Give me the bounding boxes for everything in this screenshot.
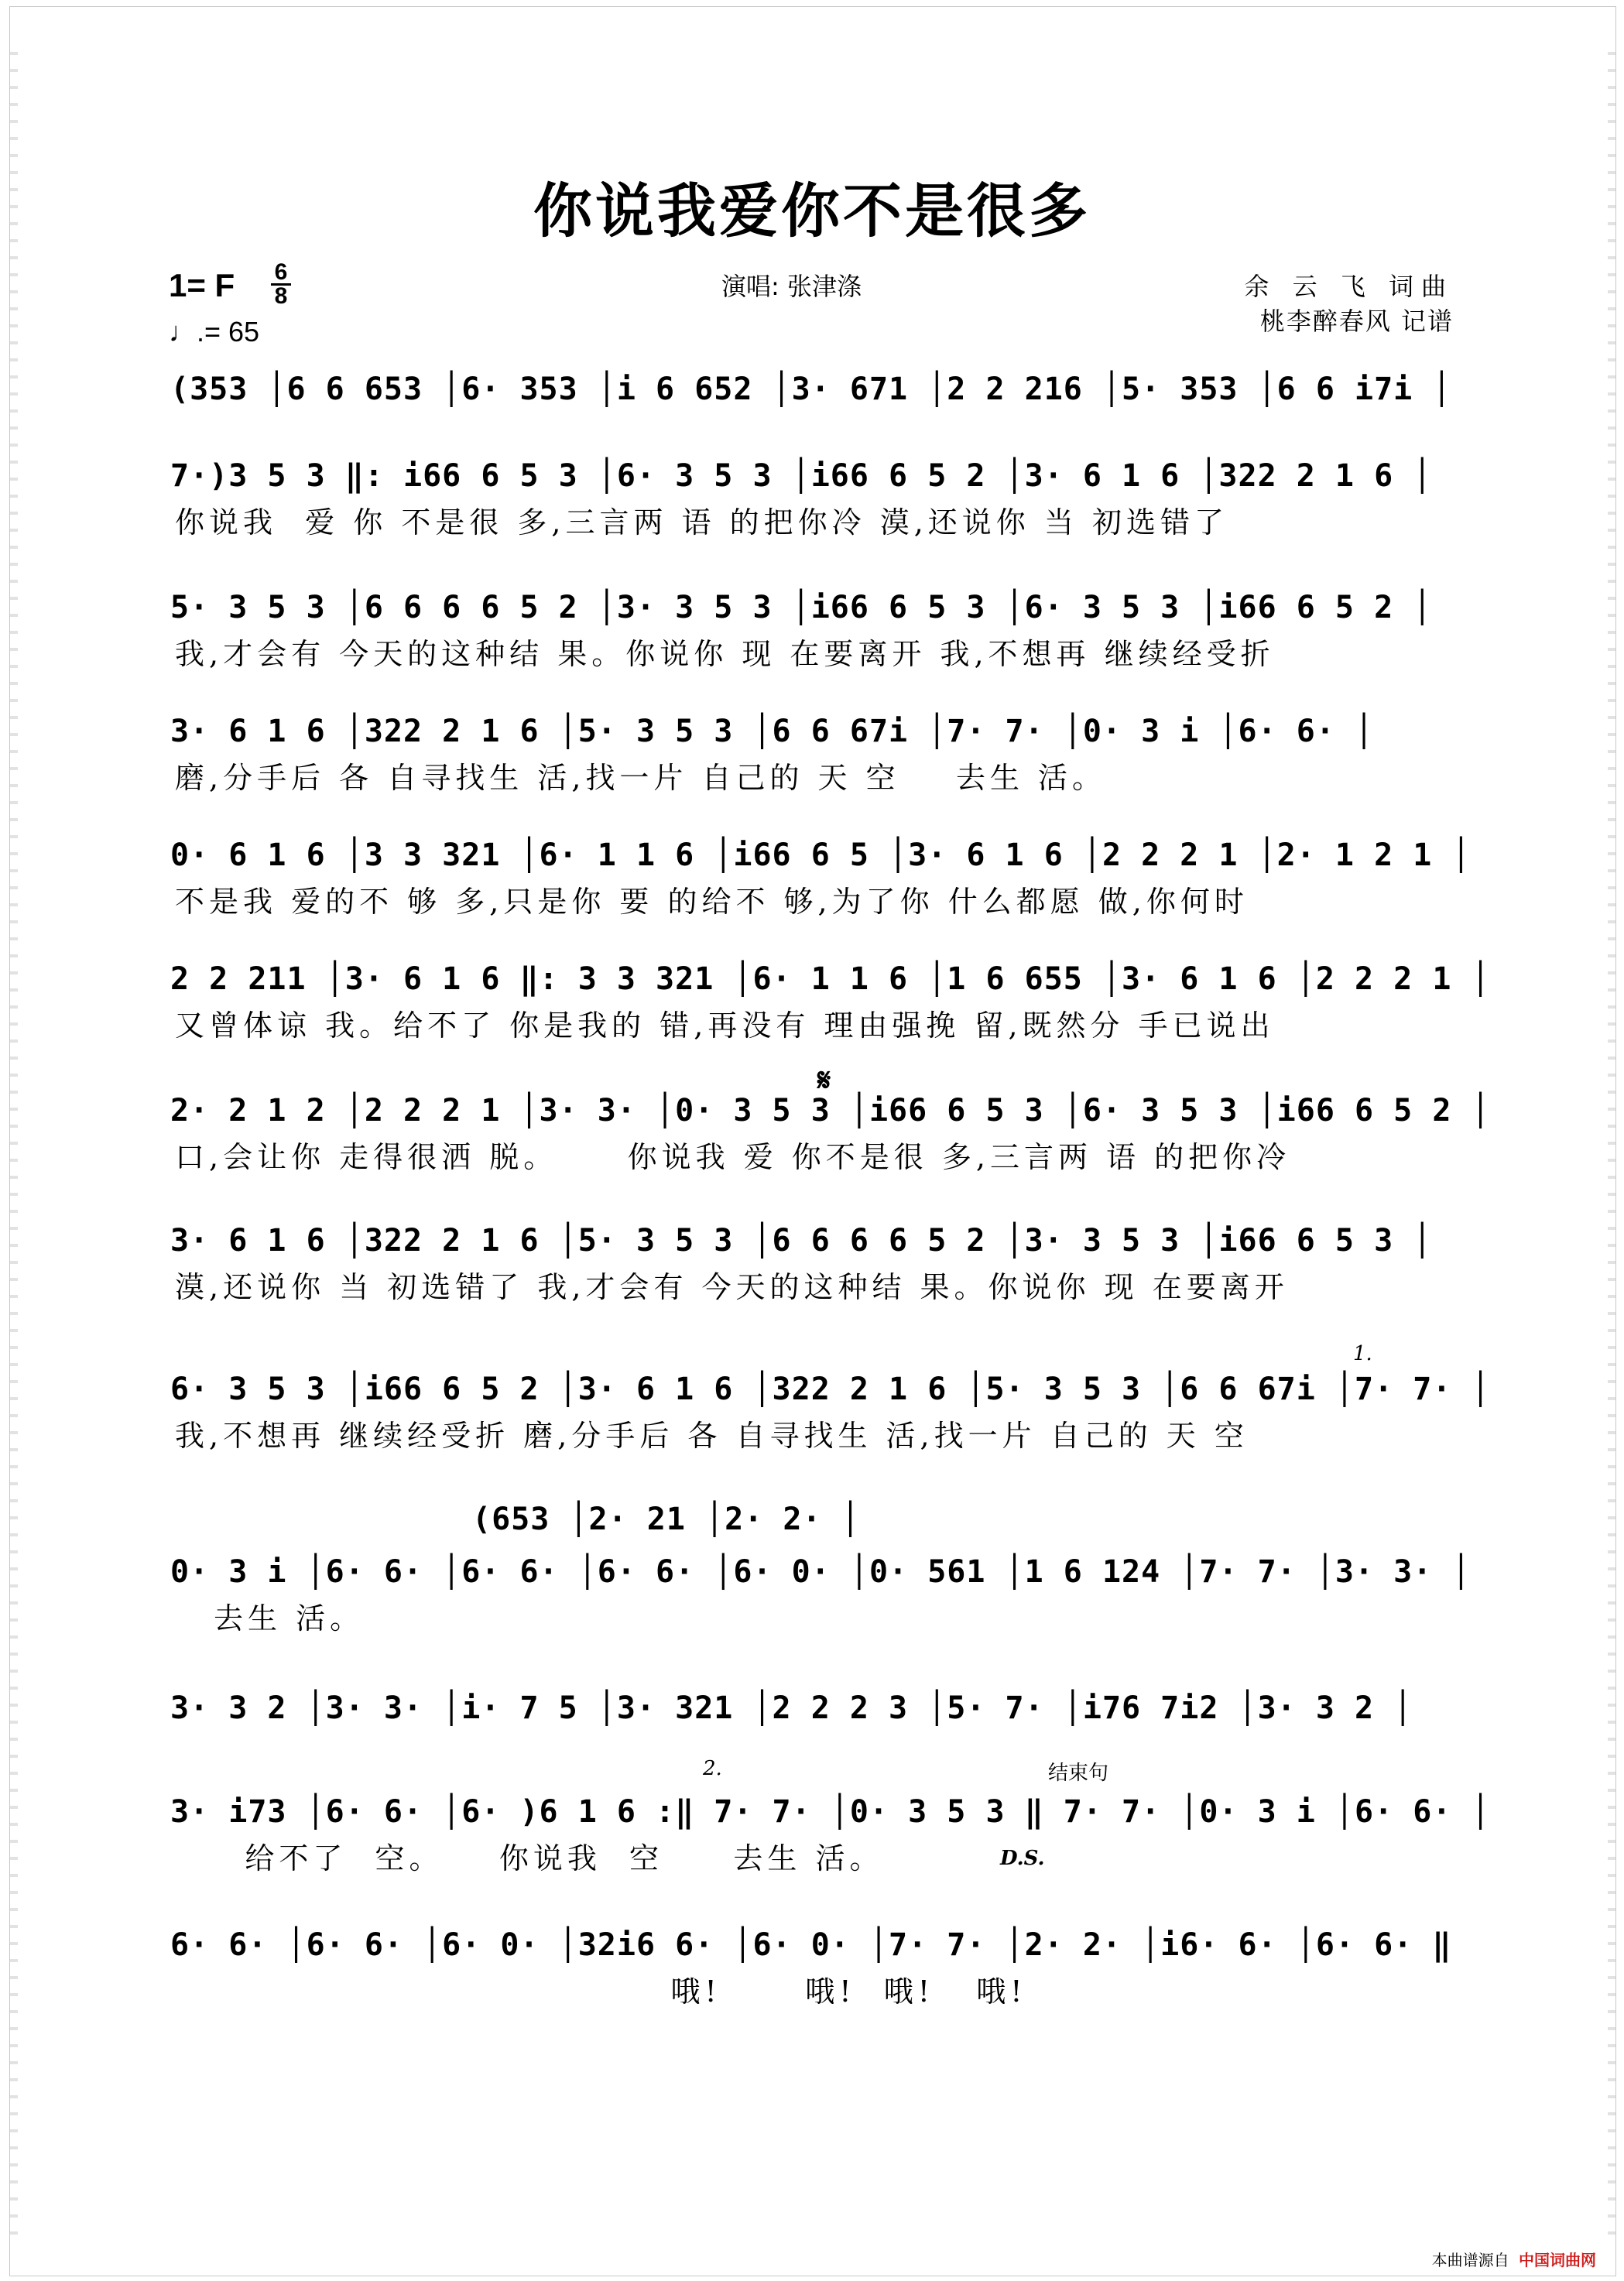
ending-section-label: 结束句 <box>1048 1762 1109 1785</box>
interlude-line <box>170 1500 1455 1539</box>
score-system <box>170 1689 1455 1737</box>
notation-line: 0· 3 i │6· 6· │6· 6· │6· 6· │6· 0· │0· 561 │1 6 124 │7· 7· │3· 3· │ <box>170 1554 1472 1590</box>
score-system <box>170 1926 1455 2009</box>
tempo-marking: ♩.= 65 <box>169 316 260 348</box>
lyric-line: 哦! 哦! 哦! 哦! <box>573 1974 1027 2009</box>
source-label: 本曲谱源自 <box>1431 2251 1509 2269</box>
notation-line: 3· 6 1 6 │322 2 1 6 │5· 3 5 3 │6 6 6 6 5 2 │3· 3 5 3 │i66 6 5 3 │ <box>170 1223 1433 1259</box>
notation-line: 3· 3 2 │3· 3· │i· 7 5 │3· 321 │2 2 2 3 │5· 7· │i76 7i2 │3· 3 2 │ <box>170 1690 1413 1726</box>
key-signature: 1= F <box>169 267 235 303</box>
lyric-line: 你说我 爱 你 不是很 多,三言两 语 的把你冷 漠,还说你 当 初选错了 <box>175 505 1228 539</box>
lyric-line: 漠,还说你 当 初选错了 我,才会有 今天的这种结 果。你说你 现 在要离开 <box>175 1270 1289 1304</box>
lyric-line: 磨,分手后 各 自寻找生 活,找一片 自己的 天 空 去生 活。 <box>175 761 1107 795</box>
score-system <box>170 370 1455 418</box>
notation-line: 7·)3 5 3 ‖: i66 6 5 3 │6· 3 5 3 │i66 6 5 2 │3· 6 1 6 │322 2 1 6 │ <box>170 458 1433 494</box>
lyric-line: 我,才会有 今天的这种结 果。你说你 现 在要离开 我,不想再 继续经受折 <box>175 637 1275 671</box>
segno-mark: 𝄋 <box>817 1062 831 1098</box>
notation-line: 6· 3 5 3 │i66 6 5 2 │3· 6 1 6 │322 2 1 6 │5· 3 5 3 │6 6 67i │7· 7· │ <box>170 1372 1491 1407</box>
right-edge-decoration <box>1608 38 1615 2245</box>
score-system <box>170 960 1491 1043</box>
lyric-line: 又曾体谅 我。给不了 你是我的 错,再没有 理由强挽 留,既然分 手已说出 <box>175 1009 1275 1043</box>
notation-line: (353 │6 6 653 │6· 353 │i 6 652 │3· 671 │2 2 216 │5· 353 │6 6 i7i │ <box>170 372 1452 407</box>
singer-credit: 演唱: 张津涤 <box>721 272 862 301</box>
notation-line: 0· 6 1 6 │3 3 321 │6· 1 1 6 │i66 6 5 │3· 6 1 6 │2 2 2 1 │2· 1 2 1 │ <box>170 837 1472 873</box>
score-system <box>170 1091 1491 1175</box>
notation-line: 6· 6· │6· 6· │6· 0· │32i6 6· │6· 0· │7· 7· │2· 2· │i6· 6· │6· 6· ‖ <box>170 1927 1452 1963</box>
source-site-link[interactable]: 中国词曲网 <box>1519 2251 1596 2269</box>
time-signature-bottom: 8 <box>274 283 288 309</box>
score-system <box>170 836 1472 920</box>
interlude-notation: (653 │2· 21 │2· 2· │ <box>472 1502 861 1537</box>
notation-line: 5· 3 5 3 │6 6 6 6 5 2 │3· 3 5 3 │i66 6 5 3 │6· 3 5 3 │i66 6 5 2 │ <box>170 590 1433 625</box>
score-system <box>170 712 1455 796</box>
source-footer <box>1432 2248 1596 2270</box>
notation-line: 2· 2 1 2 │2 2 2 1 │3· 3· │0· 3 5 3 │i66 6 5 3 │6· 3 5 3 │i66 6 5 2 │ <box>170 1093 1491 1129</box>
score-system <box>170 588 1455 672</box>
time-signature-top: 6 <box>271 262 291 286</box>
score-system <box>170 1221 1455 1305</box>
left-edge-decoration <box>10 38 18 2245</box>
lyric-line: 口,会让你 走得很洒 脱。 你说我 爱 你不是很 多,三言两 语 的把你冷 <box>175 1140 1291 1174</box>
score-system <box>170 457 1455 540</box>
lyric-line: 给不了 空。 你说我 空 去生 活。 <box>175 1841 884 1875</box>
score-system <box>170 1370 1491 1454</box>
notation-line: 3· i73 │6· 6· │6· )6 1 6 :‖ 7· 7· │0· 3 5 3 ‖ 7· 7· │0· 3 i │6· 6· │ <box>170 1794 1491 1830</box>
song-title: 你说我爱你不是很多 <box>533 176 1091 245</box>
transcriber-credit: 桃李醉春风 记谱 <box>1259 307 1454 336</box>
score-system <box>170 1793 1491 1876</box>
time-signature <box>271 259 291 309</box>
second-ending-label: 2. <box>703 1757 722 1780</box>
composer-credit: 余 云 飞 词曲 <box>1244 272 1454 301</box>
notation-line: 2 2 211 │3· 6 1 6 ‖: 3 3 321 │6· 1 1 6 │1 6 655 │3· 6 1 6 │2 2 2 1 │ <box>170 961 1491 997</box>
notation-line: 3· 6 1 6 │322 2 1 6 │5· 3 5 3 │6 6 67i │7· 7· │0· 3 i │6· 6· │ <box>170 714 1375 749</box>
dal-segno-mark: D.S. <box>1000 1847 1045 1870</box>
first-ending-label: 1. <box>1353 1342 1372 1365</box>
score-system <box>170 1553 1472 1636</box>
lyric-line: 不是我 爱的不 够 多,只是你 要 的给不 够,为了你 什么都愿 做,你何时 <box>175 885 1249 919</box>
lyric-line: 我,不想再 继续经受折 磨,分手后 各 自寻找生 活,找一片 自己的 天 空 <box>175 1419 1249 1453</box>
lyric-line: 去生 活。 <box>214 1601 365 1635</box>
